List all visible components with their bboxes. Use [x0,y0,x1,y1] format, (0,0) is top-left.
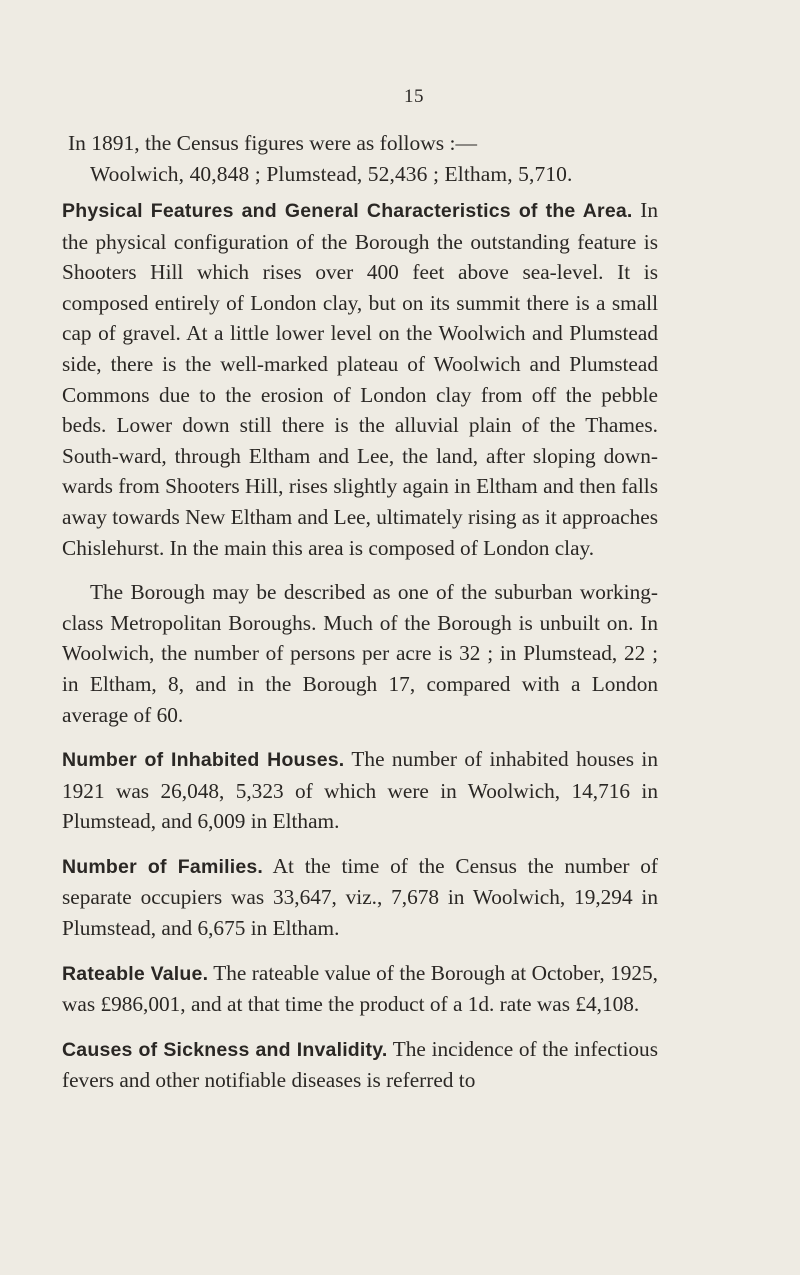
section-heading: Causes of Sickness and Invalidity. [62,1038,388,1061]
section-text: The number of inhabited houses in 1921 was 26,048, 5,323 of which were in Woolwich, 14,716 in Plumstead, and 6,009 in Eltham. [62,747,658,834]
section-text: In the physical configuration of the Borough the outstanding feature is Shooters Hill which rises over 400 feet above sea-level. It is composed entirely of London clay, but on its summit there is a small cap of gravel. At a little lower level on the Woolwich and Plumstead side, there is the well-marked plateau of Woolwich and Plumstead Commons due to the erosion of London clay from off the pebble beds. Lower down still there is the alluvial plain of the Thames. South-ward, through Eltham and Lee, the land, after sloping down-wards from Shooters Hill, rises slightly again in Eltham and then falls away towards New Eltham and Lee, ultimately rising as it approaches Chislehurst. In the main this area is composed of London clay. [62,198,658,560]
section-borough-description [62,577,658,730]
section-heading: Number of Inhabited Houses. [62,749,345,772]
page-number: 15 [404,86,424,107]
section-families [62,851,658,944]
section-heading: Physical Features and General Characteristics of the Area. [62,200,633,222]
section-heading: Rateable Value. [62,962,209,985]
census-figures: Woolwich, 40,848 ; Plumstead, 52,436 ; Eltham, 5,710. [90,161,573,186]
section-text: At the time of the Census the number of separate occupiers was 33,647, viz., 7,678 in Woolwich, 19,294 in Plumstead, and 6,675 in Eltham. [62,853,658,941]
section-causes-of-sickness [62,1034,658,1096]
census-intro-line: In 1891, the Census figures were as follows :— [68,131,478,155]
section-rateable-value [62,958,658,1020]
body-text [62,195,658,1096]
section-text: The incidence of the infectious fevers and other notifiable diseases is referred to [62,1036,658,1093]
section-heading: Number of Families. [62,855,264,878]
section-text: The Borough may be described as one of the suburban working-class Metropolitan Boroughs. Much of the Borough is unbuilt on. In Woolwich, the number of persons per acre is 32 ; in Plumstead, 22 ; in Eltham, 8, and in the Borough 17, compared with a London average of 60. [62,580,658,727]
census-intro [62,128,658,189]
section-physical-features [62,195,658,563]
section-text: The rateable value of the Borough at October, 1925, was £986,001, and at that time the product of a 1d. rate was £4,108. [62,960,658,1017]
section-inhabited-houses [62,744,658,837]
